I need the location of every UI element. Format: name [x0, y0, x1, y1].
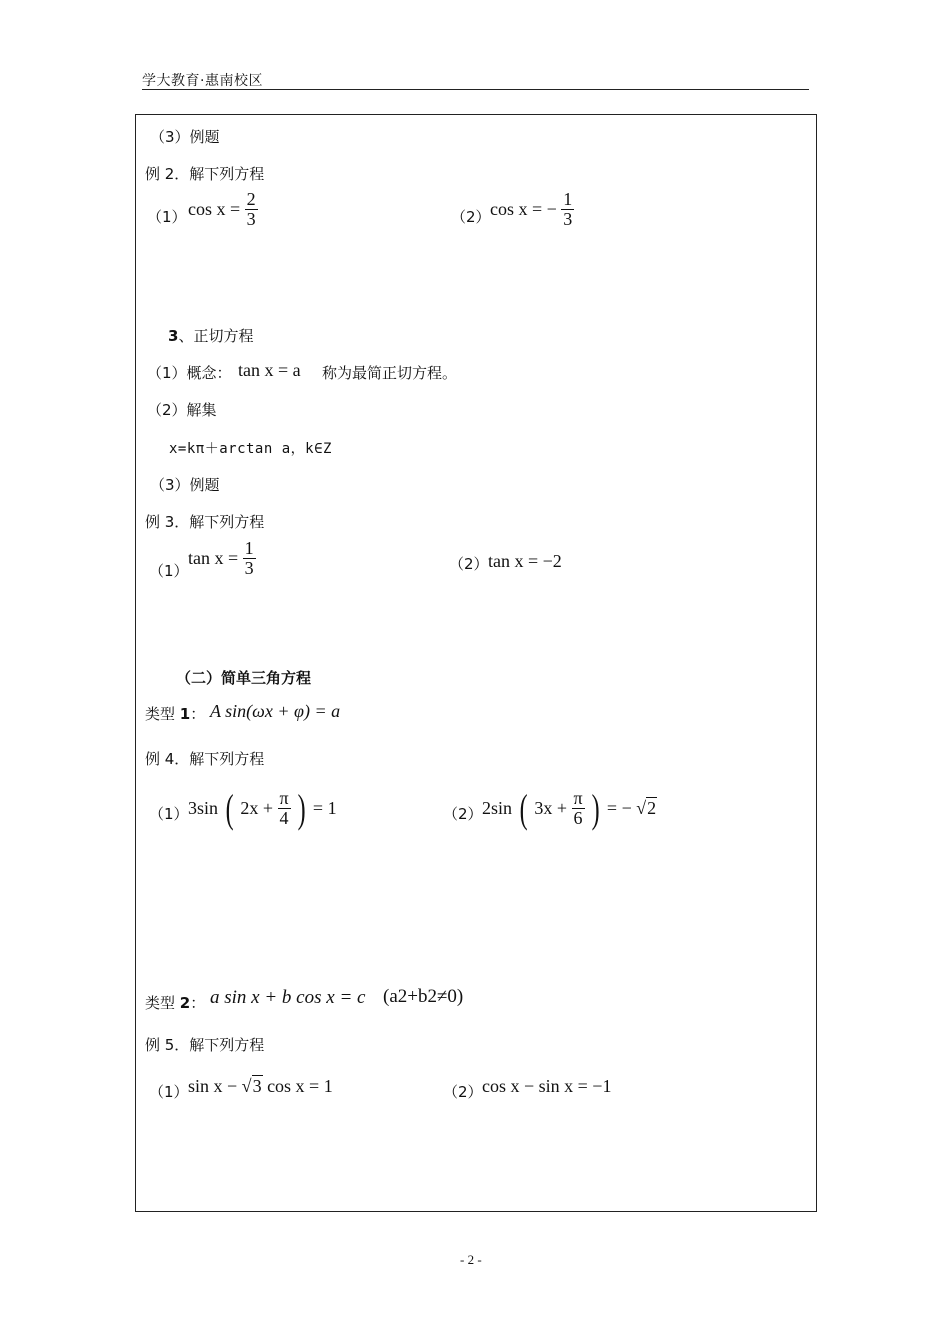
type-2-colon: ： — [190, 994, 206, 1012]
ex2-p1-label: （1） — [147, 208, 187, 226]
ex5-p1-b: cos x = 1 — [267, 1076, 333, 1096]
header-title: 学大教育·惠南校区 — [142, 73, 263, 89]
ex2-p1-lhs: cos x = — [188, 198, 241, 219]
ex4-p2-open-paren: ( — [519, 786, 528, 831]
s3-example-label: （3）例题 — [150, 476, 220, 494]
ex4-p1-open-paren: ( — [225, 786, 234, 831]
ex2-p2-fraction — [561, 190, 574, 229]
ex2-p1-equation — [188, 190, 258, 229]
s2-example-label: （3）例题 — [150, 128, 220, 146]
ex5-p1-radicand: 3 — [252, 1076, 262, 1096]
ex4-p1-label: （1） — [149, 805, 189, 823]
type-2-text: 类型 — [145, 994, 176, 1012]
type-1-text: 类型 — [145, 705, 176, 723]
ex3-p1-equation — [188, 539, 256, 578]
ex5-p2-equation: cos x − sin x = −1 — [482, 1076, 612, 1096]
type-1-label — [145, 703, 205, 724]
ex2-p2-num: 1 — [563, 189, 573, 209]
ex5-p1-a: sin x − — [188, 1076, 238, 1096]
ex2-p2-equation — [490, 190, 574, 229]
type-1-equation: A sin(ωx + φ) = a — [210, 701, 341, 721]
example-3-title: 例 3．解下列方程 — [145, 513, 265, 531]
ex2-p1-fraction — [245, 190, 258, 229]
type-2-condition: (a2+b2≠0) — [383, 986, 464, 1007]
ex4-p2-num: π — [573, 788, 583, 809]
s3-concept-label: （1）概念： — [147, 364, 232, 382]
example-5-title: 例 5．解下列方程 — [145, 1036, 265, 1054]
ex4-p2-inner: 3x + — [534, 798, 567, 818]
example-2-title: 例 2．解下列方程 — [145, 165, 265, 183]
ex3-p2-equation: tan x = −2 — [488, 551, 562, 571]
type-1-colon: ： — [190, 705, 206, 723]
ex3-p1-den: 3 — [244, 557, 254, 578]
type-2-number: 2 — [179, 994, 191, 1012]
type-2-label — [145, 992, 205, 1013]
ex2-p2-lhs: cos x = − — [490, 198, 557, 219]
example-4-title: 例 4．解下列方程 — [145, 750, 265, 768]
ex5-p1-sqrt — [242, 1076, 263, 1097]
s3-solution-set: x=kπ＋arctan a，k∈Z — [169, 441, 332, 457]
sqrt-sign-icon: √ — [636, 798, 647, 818]
ex5-p1-equation — [188, 1076, 333, 1097]
ex4-p2-radicand: 2 — [647, 798, 657, 818]
ex3-p1-fraction — [243, 539, 256, 578]
ex3-p1-num: 1 — [244, 538, 254, 558]
page-header — [142, 70, 809, 90]
type-1-number: 1 — [179, 705, 191, 723]
sqrt-sign-icon: √ — [241, 1076, 252, 1096]
ex5-p1-label: （1） — [149, 1083, 189, 1101]
s3-solution-label: （2）解集 — [147, 401, 217, 419]
ex4-p2-equation — [482, 785, 657, 832]
ex5-p2-label: （2） — [443, 1083, 483, 1101]
ex4-p2-label: （2） — [443, 805, 483, 823]
section-3-title — [168, 325, 253, 346]
part-2-title: （二）简单三角方程 — [176, 669, 312, 687]
ex4-p1-rhs: = 1 — [312, 798, 337, 818]
ex4-p1-close-paren: ) — [297, 786, 306, 831]
type-2-equation: a sin x + b cos x = c — [210, 987, 366, 1008]
ex3-p1-lhs: tan x = — [188, 547, 239, 568]
page-number: - 2 - — [460, 1252, 482, 1267]
ex2-p2-den: 3 — [563, 208, 573, 229]
ex4-p2-den: 6 — [573, 808, 583, 828]
ex3-p1-label: （1） — [149, 562, 189, 580]
ex2-p2-label: （2） — [451, 208, 491, 226]
section-3-text: 、正切方程 — [178, 327, 254, 345]
section-3-number: 3 — [168, 327, 179, 345]
ex4-p1-num: π — [279, 788, 289, 809]
ex4-p1-equation — [188, 785, 337, 832]
ex2-p1-den: 3 — [246, 208, 256, 229]
ex4-p2-fraction — [572, 789, 585, 828]
ex4-p2-coef: 2sin — [482, 798, 513, 818]
ex4-p2-rhs: = − — [606, 798, 632, 818]
ex2-p1-num: 2 — [246, 189, 256, 209]
ex4-p1-coef: 3sin — [188, 798, 219, 818]
ex3-p2-label: （2） — [449, 555, 489, 573]
ex4-p1-den: 4 — [279, 808, 289, 828]
s3-concept-math: tan x = a — [238, 360, 301, 380]
ex4-p2-sqrt — [636, 798, 657, 819]
ex4-p1-inner: 2x + — [240, 798, 273, 818]
s3-concept-tail: 称为最简正切方程。 — [322, 364, 458, 382]
ex4-p2-close-paren: ) — [591, 786, 600, 831]
ex4-p1-fraction — [278, 789, 291, 828]
